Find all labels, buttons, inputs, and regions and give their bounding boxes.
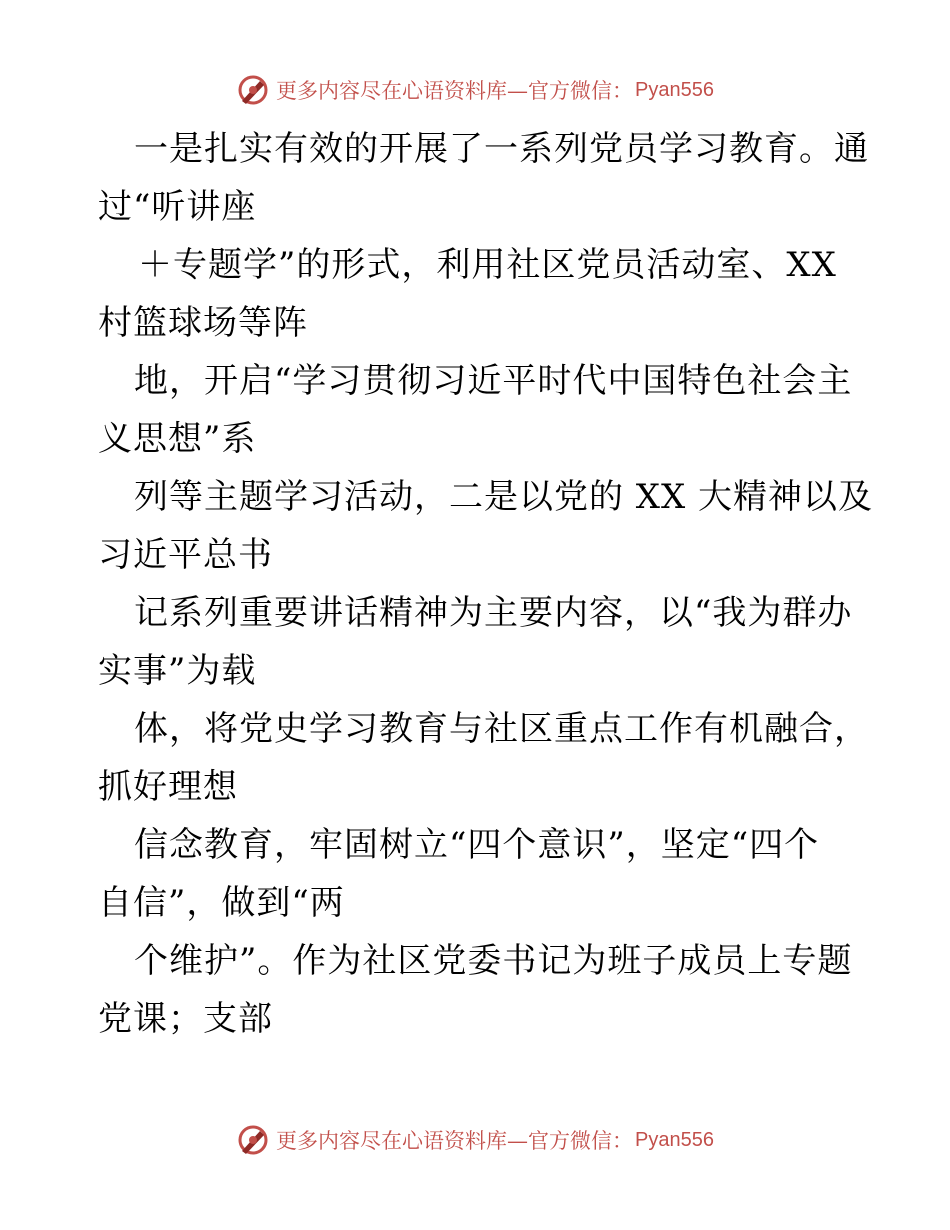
paragraph-line: 个维护”。作为社区党委书记为班子成员上专题 [134, 941, 853, 981]
header-banner [0, 70, 950, 110]
paragraph-line: ＋专题学”的形式，利用社区党员活动室、XX [138, 245, 837, 285]
pen-circle-logo-icon [236, 1123, 270, 1157]
paragraph-line: 一是扎实有效的开展了一系列党员学习教育。通 [134, 129, 869, 169]
paragraph-line: 义思想”系 [98, 419, 257, 459]
paragraph-line: 记系列重要讲话精神为主要内容，以“我为群办 [134, 593, 853, 633]
header-banner-id: Pyan556 [635, 78, 714, 101]
paragraph-line: 抓好理想 [98, 767, 238, 807]
paragraph-line: 体，将党史学习教育与社区重点工作有机融合， [134, 709, 869, 749]
paragraph-line: 信念教育，牢固树立“四个意识”，坚定“四个 [134, 825, 820, 865]
paragraph-line: 村篮球场等阵 [98, 303, 308, 343]
paragraph-line: 实事”为载 [98, 651, 257, 691]
paragraph-line: 列等主题学习活动，二是以党的 XX 大精神以及 [134, 477, 874, 517]
paragraph-line: 地，开启“学习贯彻习近平时代中国特色社会主 [134, 361, 853, 401]
paragraph-line: 党课；支部 [98, 999, 273, 1039]
paragraph-line: 自信”，做到“两 [98, 883, 345, 923]
footer-banner-id: Pyan556 [635, 1128, 714, 1151]
footer-banner-text: 更多内容尽在心语资料库—官方微信： [276, 1129, 634, 1153]
footer-banner [0, 1120, 950, 1160]
paragraph-line: 习近平总书 [98, 535, 273, 575]
header-banner-text: 更多内容尽在心语资料库—官方微信： [276, 79, 634, 103]
paragraph-line: 过“听讲座 [98, 187, 257, 227]
pen-circle-logo-icon [236, 73, 270, 107]
